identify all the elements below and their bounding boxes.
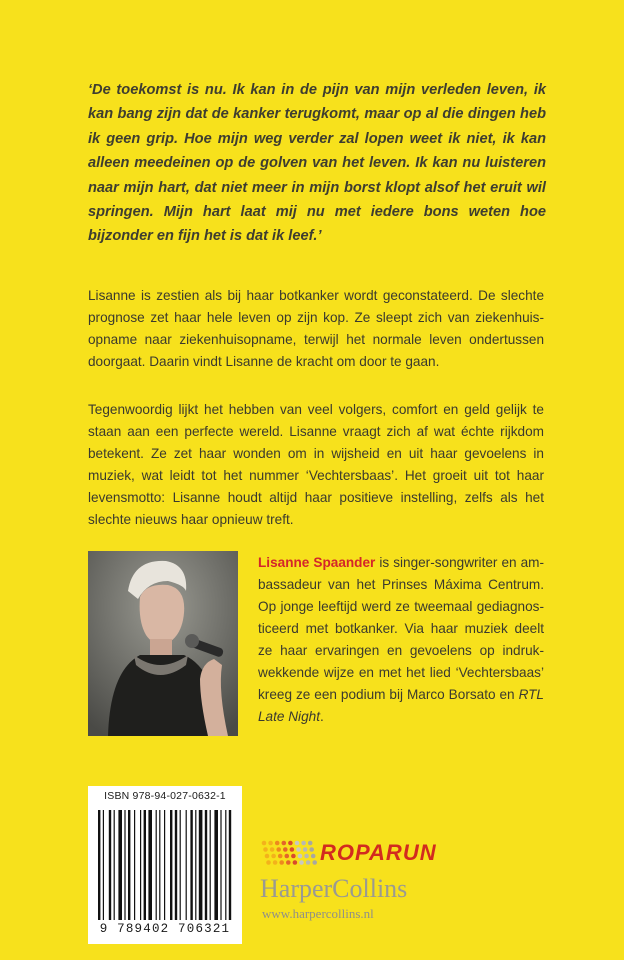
roparun-dots-icon xyxy=(260,838,318,868)
author-bio-text: is singer-songwriter en ambassadeur van het Prinses Máxima Centrum. Op jonge leeftijd werd ze tweemaal gediagnosticeerd met botkanker. Via haar muziek deelt ze haar ervaringen en gevoelens op indrukwekkende wijze en met het lied ‘Vechtersbaas’ kreeg ze een podium bij Marco Borsato en xyxy=(258,555,545,702)
pull-quote: ‘De toekomst is nu. Ik kan in de pijn van mijn verleden leven, ik kan bang zijn dat de kanker terugkomt, maar op al die dingen heb ik geen grip. Hoe mijn weg verder zal lopen weet ik niet, ik kan alleen meedeinen op de golven van het leven. Ik kan nu luisteren naar mijn hart, dat niet meer in mijn borst klopt alsof het eruit wil springen. Mijn hart laat mij nu met iedere bons weten hoe bijzonder en fijn het is dat ik leef.’ xyxy=(88,82,546,245)
isbn-barcode xyxy=(88,786,242,944)
author-name: Lisanne Spaander xyxy=(258,555,376,570)
isbn-digits: 9 789402 706321 xyxy=(99,922,231,936)
publisher-logo: HarperCollins xyxy=(260,874,408,903)
roparun-wordmark: ROPARUN xyxy=(320,840,437,865)
author-bio-show: RTL Late Night xyxy=(258,687,544,724)
publisher-url: www.harpercollins.nl xyxy=(262,906,374,921)
barcode-bars xyxy=(98,810,232,920)
author-photo xyxy=(88,551,238,736)
author-bio xyxy=(258,552,544,728)
blurb-paragraph-1: Lisanne is zestien als bij haar botkanker wordt geconstateerd. De slechte prognose zet haar hele leven op zijn kop. Ze sleept zich van ziekenhuisopname naar ziekenhuisopname, terwijl het normale leven ondertussen doorgaat. Daarin vindt Lisanne de kracht om door te gaan. xyxy=(88,288,544,369)
author-photo-illustration xyxy=(88,551,238,736)
blurb-paragraph-2: Tegenwoordig lijkt het hebben van veel volgers, comfort en geld gelijk te staan aan een perfecte wereld. Lisanne vraagt zich af wat échte rijkdom betekent. Ze zet haar wonden om in wijsheid en uit haar gevoelens in muziek, wat leidt tot het nummer ‘Vechtersbaas’. Het groeit uit tot haar levensmotto: Lisanne houdt altijd haar positieve instelling, zelfs als het slechte nieuws haar opnieuw treft. xyxy=(88,402,544,527)
roparun-logo xyxy=(260,838,460,868)
isbn-label: ISBN 978-94-027-0632-1 xyxy=(104,790,226,802)
author-bio-end: . xyxy=(319,709,324,724)
